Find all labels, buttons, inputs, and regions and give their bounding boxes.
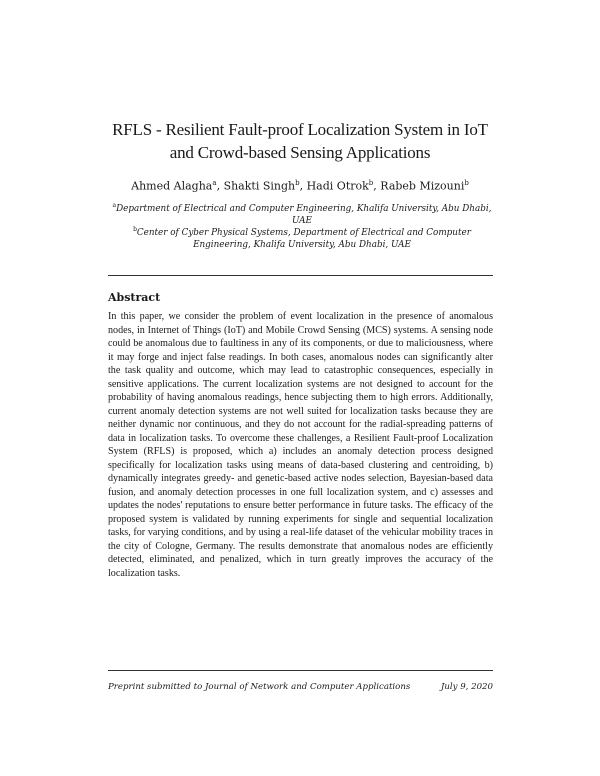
author-mark: a bbox=[212, 179, 217, 187]
abstract-body: In this paper, we consider the problem of event localization in the presence of anomalous nodes, in Internet of Things (IoT) and Mobile Crowd Sensing (MCS) systems. A sensing node could be anomalous due to faultiness in any of its components, or due to maliciousness, where it may forge and inject false readings. In both cases, anomalous nodes can significantly alter the task quality and outcome, which may lead to catastrophic consequences, especially in sensitive applications. The current localization systems are not designed to account for the probability of having anomalous readings, hence subjecting them to high errors. Additionally, current anomaly detection systems are not well suited for localization tasks because they are neither dynamic nor continuous, and they do not account for the radial-spreading patterns of data in localization tasks. To overcome these challenges, a Resilient Fault-proof Localization System (RFLS) is proposed, which a) includes an anomaly detection process designed specifically for localization tasks using means of data-based clustering and centroiding, b) dynamically integrates greedy- and genetic-based active nodes selection, Bayesian-based data fusion, and anomaly detection processes in one full localization system, and c) assesses and updates the nodes' reputations to ensure better performance in future tasks. The efficacy of the proposed system is validated by running experiments for single and sequential localization tasks, for varying conditions, and by using a real-life dataset of the vehicular mobility traces in the city of Cologne, Germany. The results demonstrate that anomalous nodes are efficiently detected, eliminated, and penalized, which in turn greatly improves the accuracy of the localization tasks. bbox=[108, 311, 493, 579]
footer-journal: Preprint submitted to Journal of Network and Computer Applications bbox=[108, 682, 411, 692]
affiliation-b bbox=[110, 224, 494, 251]
affiliation-mark: a bbox=[112, 202, 117, 209]
title-line-2: and Crowd-based Sensing Applications bbox=[169, 143, 431, 162]
author-name: Rabeb Mizouni bbox=[380, 179, 465, 193]
affiliation-a bbox=[110, 200, 494, 227]
author-name: Shakti Singh bbox=[223, 179, 296, 193]
author-mark: b bbox=[368, 179, 374, 187]
abstract-top-rule bbox=[108, 275, 493, 276]
author-list: Ahmed Alagha$^a$, Shakti Singh$^b$, Hadi Otrok$^b$, Rabeb Mizouni$^b$ bbox=[131, 179, 469, 193]
footer-date: July 9, 2020 bbox=[440, 682, 493, 692]
abstract-bottom-rule bbox=[108, 670, 493, 671]
affiliation-text: Department of Electrical and Computer Engineering, Khalifa University, Abu Dhabi, UAE bbox=[116, 203, 492, 226]
title-line-1: RFLS - Resilient Fault-proof Localization System in IoT bbox=[112, 120, 488, 139]
abstract-heading: Abstract bbox=[108, 291, 161, 304]
preprint-footer bbox=[108, 682, 493, 692]
author-name: Hadi Otrok bbox=[306, 179, 369, 193]
author-mark: b bbox=[295, 179, 300, 187]
affiliation-text: Center of Cyber Physical Systems, Department of Electrical and Computer Engineering, Khalifa University, Abu Dhabi, UAE bbox=[136, 227, 471, 250]
author-mark: b bbox=[464, 179, 469, 187]
paper-title bbox=[80, 118, 520, 164]
affiliation-mark: b bbox=[133, 226, 137, 233]
author-name: Ahmed Alagha bbox=[131, 179, 213, 193]
